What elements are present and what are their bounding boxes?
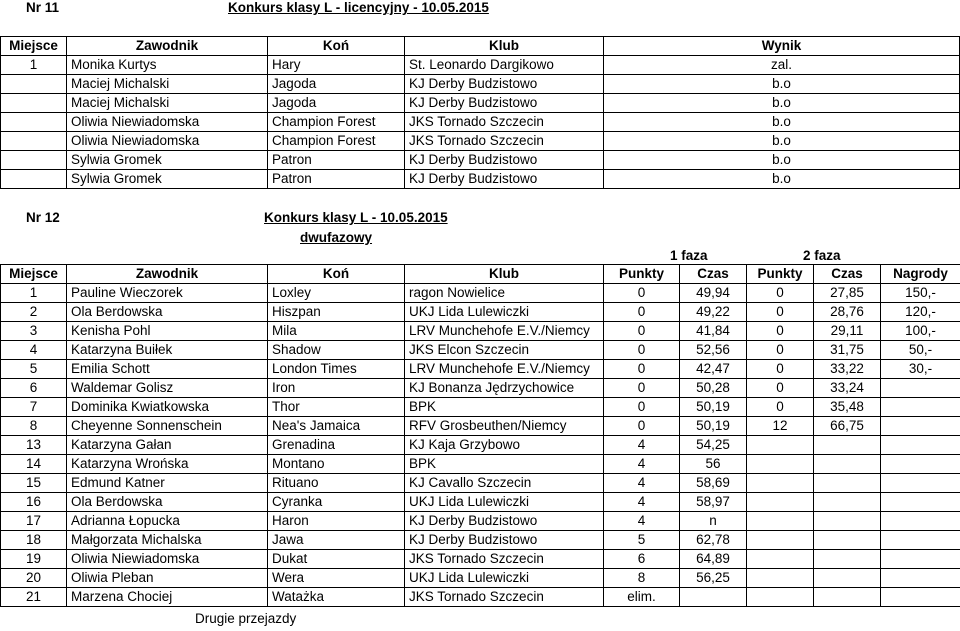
table-cell: 33,22: [814, 360, 881, 379]
table-row: [1, 455, 960, 474]
table-cell: 27,85: [814, 284, 881, 303]
table-cell: 12: [747, 417, 814, 436]
table-cell: 42,47: [680, 360, 747, 379]
footer-note: Drugie przejazdy: [195, 611, 297, 626]
table-cell: 0: [604, 360, 680, 379]
table-cell: Katarzyna Gałan: [67, 436, 268, 455]
table-cell: Sylwia Gromek: [67, 170, 268, 189]
table-cell: 33,24: [814, 379, 881, 398]
table-cell: ragon Nowielice: [405, 284, 604, 303]
table-cell: Katarzyna Buiłek: [67, 341, 268, 360]
table-cell: [881, 379, 960, 398]
table-cell: [814, 550, 881, 569]
table-cell: 66,75: [814, 417, 881, 436]
table-cell: [747, 531, 814, 550]
table-cell: [814, 531, 881, 550]
table-cell: 100,-: [881, 322, 960, 341]
table-cell: n: [680, 512, 747, 531]
table-cell: 50,-: [881, 341, 960, 360]
table-cell: Grenadina: [268, 436, 405, 455]
table-row: [1, 360, 960, 379]
table-cell: b.o: [604, 132, 960, 151]
table-cell: 120,-: [881, 303, 960, 322]
table-cell: 1: [1, 284, 67, 303]
table-cell: 56: [680, 455, 747, 474]
table-cell: Watażka: [268, 588, 405, 607]
table-cell: 17: [1, 512, 67, 531]
table-cell: zal.: [604, 56, 960, 75]
table-cell: [881, 588, 960, 607]
table-cell: Maciej Michalski: [67, 75, 268, 94]
table-cell: Edmund Katner: [67, 474, 268, 493]
table-cell: 5: [1, 360, 67, 379]
table-cell: Cyranka: [268, 493, 405, 512]
column-header: Miejsce: [1, 37, 67, 56]
table-row: [1, 151, 960, 170]
section-number: Nr 12: [26, 210, 60, 225]
table-row: [1, 113, 960, 132]
table-cell: 0: [604, 417, 680, 436]
table-cell: Dominika Kwiatkowska: [67, 398, 268, 417]
table-cell: 5: [604, 531, 680, 550]
table-cell: Jagoda: [268, 75, 405, 94]
table-cell: [747, 550, 814, 569]
table-cell: KJ Cavallo Szczecin: [405, 474, 604, 493]
table-cell: 13: [1, 436, 67, 455]
table-cell: UKJ Lida Lulewiczki: [405, 569, 604, 588]
table-cell: [1, 75, 67, 94]
table-cell: 4: [604, 455, 680, 474]
table-cell: LRV Munchehofe E.V./Niemcy: [405, 322, 604, 341]
table-cell: elim.: [604, 588, 680, 607]
table-cell: 0: [747, 398, 814, 417]
table-row: [1, 170, 960, 189]
table-cell: [881, 436, 960, 455]
table-cell: 7: [1, 398, 67, 417]
table-row: [1, 75, 960, 94]
table-cell: KJ Derby Budzistowo: [405, 512, 604, 531]
table-cell: KJ Derby Budzistowo: [405, 170, 604, 189]
table-cell: 41,84: [680, 322, 747, 341]
table-cell: b.o: [604, 151, 960, 170]
table-cell: 54,25: [680, 436, 747, 455]
table-cell: [1, 132, 67, 151]
table-cell: 0: [604, 341, 680, 360]
table-cell: [881, 474, 960, 493]
table-cell: [881, 531, 960, 550]
table-cell: 58,69: [680, 474, 747, 493]
table-cell: 0: [747, 379, 814, 398]
table-cell: 28,76: [814, 303, 881, 322]
table-cell: 150,-: [881, 284, 960, 303]
table-cell: Shadow: [268, 341, 405, 360]
table-row: [1, 94, 960, 113]
table-cell: 35,48: [814, 398, 881, 417]
column-header: Punkty: [747, 265, 814, 284]
table-cell: [747, 455, 814, 474]
table-row: [1, 322, 960, 341]
table-cell: Jagoda: [268, 94, 405, 113]
table-cell: 4: [604, 512, 680, 531]
table-row: [1, 341, 960, 360]
table-cell: 4: [1, 341, 67, 360]
table-cell: Dukat: [268, 550, 405, 569]
column-header: Nagrody: [881, 265, 960, 284]
table-cell: [1, 113, 67, 132]
table-cell: St. Leonardo Dargikowo: [405, 56, 604, 75]
table-cell: [747, 569, 814, 588]
table-row: [1, 132, 960, 151]
table-cell: b.o: [604, 75, 960, 94]
table-cell: KJ Bonanza Jędrzychowice: [405, 379, 604, 398]
table-cell: [680, 588, 747, 607]
table-cell: London Times: [268, 360, 405, 379]
table-cell: 1: [1, 56, 67, 75]
section-subtitle: dwufazowy: [300, 230, 373, 245]
table-cell: 50,28: [680, 379, 747, 398]
table-cell: [881, 493, 960, 512]
table-cell: [881, 569, 960, 588]
table-cell: UKJ Lida Lulewiczki: [405, 303, 604, 322]
table-cell: JKS Tornado Szczecin: [405, 132, 604, 151]
table-cell: b.o: [604, 113, 960, 132]
table-cell: BPK: [405, 398, 604, 417]
table-cell: [814, 455, 881, 474]
column-header: Czas: [814, 265, 881, 284]
table-row: [1, 284, 960, 303]
table-cell: Sylwia Gromek: [67, 151, 268, 170]
table-cell: Oliwia Niewiadomska: [67, 132, 268, 151]
table-cell: 14: [1, 455, 67, 474]
table-cell: Kenisha Pohl: [67, 322, 268, 341]
table-cell: KJ Derby Budzistowo: [405, 75, 604, 94]
section-number: Nr 11: [26, 0, 60, 15]
table-cell: 31,75: [814, 341, 881, 360]
table-cell: 62,78: [680, 531, 747, 550]
table-cell: 4: [604, 474, 680, 493]
table-cell: Hary: [268, 56, 405, 75]
table-cell: 58,97: [680, 493, 747, 512]
table-cell: Iron: [268, 379, 405, 398]
table-cell: 64,89: [680, 550, 747, 569]
table-cell: 49,94: [680, 284, 747, 303]
table-cell: Hiszpan: [268, 303, 405, 322]
table-cell: 0: [747, 360, 814, 379]
table-cell: KJ Derby Budzistowo: [405, 531, 604, 550]
header-row: [1, 37, 960, 56]
column-header: Klub: [405, 265, 604, 284]
table-cell: [881, 455, 960, 474]
table-cell: 6: [1, 379, 67, 398]
table-cell: KJ Derby Budzistowo: [405, 151, 604, 170]
table-cell: Małgorzata Michalska: [67, 531, 268, 550]
table-cell: 15: [1, 474, 67, 493]
table-cell: 8: [604, 569, 680, 588]
table-cell: [747, 493, 814, 512]
table-cell: 21: [1, 588, 67, 607]
table-cell: 30,-: [881, 360, 960, 379]
table-cell: Wera: [268, 569, 405, 588]
table-cell: [881, 398, 960, 417]
phase-2-label: 2 faza: [803, 248, 841, 263]
table-cell: 56,25: [680, 569, 747, 588]
table-cell: [881, 550, 960, 569]
results-table-2: [0, 264, 960, 607]
table-cell: 4: [604, 436, 680, 455]
table-cell: Maciej Michalski: [67, 94, 268, 113]
table-cell: 0: [747, 284, 814, 303]
table-cell: JKS Tornado Szczecin: [405, 113, 604, 132]
table-cell: 49,22: [680, 303, 747, 322]
table-cell: 16: [1, 493, 67, 512]
table-cell: Champion Forest: [268, 132, 405, 151]
table-row: [1, 493, 960, 512]
table-cell: 0: [604, 398, 680, 417]
table-cell: UKJ Lida Lulewiczki: [405, 493, 604, 512]
table-cell: 6: [604, 550, 680, 569]
table-cell: Patron: [268, 151, 405, 170]
table-row: [1, 588, 960, 607]
table-cell: Waldemar Golisz: [67, 379, 268, 398]
table-cell: Nea's Jamaica: [268, 417, 405, 436]
table-cell: [814, 474, 881, 493]
table-row: [1, 303, 960, 322]
table-cell: Marzena Chociej: [67, 588, 268, 607]
column-header: Punkty: [604, 265, 680, 284]
table-cell: [747, 436, 814, 455]
table-cell: [1, 170, 67, 189]
table-cell: Ola Berdowska: [67, 493, 268, 512]
table-cell: Ola Berdowska: [67, 303, 268, 322]
table-cell: [747, 512, 814, 531]
table-cell: 0: [747, 341, 814, 360]
column-header: Miejsce: [1, 265, 67, 284]
table-row: [1, 550, 960, 569]
header-row: [1, 265, 960, 284]
table-cell: KJ Derby Budzistowo: [405, 94, 604, 113]
table-row: [1, 569, 960, 588]
column-header: Koń: [268, 37, 405, 56]
table-cell: 0: [747, 303, 814, 322]
table-cell: Thor: [268, 398, 405, 417]
table-cell: 4: [604, 493, 680, 512]
table-cell: Montano: [268, 455, 405, 474]
table-cell: [881, 417, 960, 436]
table-row: [1, 56, 960, 75]
table-cell: 0: [747, 322, 814, 341]
column-header: Zawodnik: [67, 37, 268, 56]
table-cell: 0: [604, 303, 680, 322]
column-header: Zawodnik: [67, 265, 268, 284]
table-cell: [814, 512, 881, 531]
table-cell: 0: [604, 379, 680, 398]
table-cell: [747, 474, 814, 493]
table-cell: 19: [1, 550, 67, 569]
table-row: [1, 398, 960, 417]
table-row: [1, 417, 960, 436]
section-title: Konkurs klasy L - 10.05.2015: [264, 210, 448, 225]
column-header: Klub: [405, 37, 604, 56]
table-cell: Monika Kurtys: [67, 56, 268, 75]
table-cell: [814, 569, 881, 588]
table-cell: Oliwia Niewiadomska: [67, 113, 268, 132]
table-cell: 3: [1, 322, 67, 341]
table-cell: 2: [1, 303, 67, 322]
table-cell: [814, 588, 881, 607]
table-cell: 0: [604, 322, 680, 341]
table-cell: BPK: [405, 455, 604, 474]
table-row: [1, 512, 960, 531]
table-cell: Patron: [268, 170, 405, 189]
table-cell: 18: [1, 531, 67, 550]
table-row: [1, 379, 960, 398]
table-cell: 0: [604, 284, 680, 303]
table-cell: JKS Elcon Szczecin: [405, 341, 604, 360]
table-cell: Rituano: [268, 474, 405, 493]
table-cell: [1, 94, 67, 113]
table-cell: 50,19: [680, 417, 747, 436]
table-cell: 20: [1, 569, 67, 588]
table-cell: [747, 588, 814, 607]
results-table-1: [0, 36, 960, 189]
table-cell: [814, 436, 881, 455]
table-cell: JKS Tornado Szczecin: [405, 588, 604, 607]
table-cell: 50,19: [680, 398, 747, 417]
table-cell: Mila: [268, 322, 405, 341]
table-cell: KJ Kaja Grzybowo: [405, 436, 604, 455]
table-row: [1, 531, 960, 550]
table-cell: Emilia Schott: [67, 360, 268, 379]
table-cell: JKS Tornado Szczecin: [405, 550, 604, 569]
table-cell: Adrianna Łopucka: [67, 512, 268, 531]
table-cell: Haron: [268, 512, 405, 531]
table-row: [1, 474, 960, 493]
table-cell: b.o: [604, 170, 960, 189]
table-cell: [1, 151, 67, 170]
column-header: Czas: [680, 265, 747, 284]
column-header: Koń: [268, 265, 405, 284]
table-cell: 29,11: [814, 322, 881, 341]
table-cell: [881, 512, 960, 531]
phase-1-label: 1 faza: [670, 248, 708, 263]
table-cell: Loxley: [268, 284, 405, 303]
table-cell: RFV Grosbeuthen/Niemcy: [405, 417, 604, 436]
table-cell: 8: [1, 417, 67, 436]
table-cell: Cheyenne Sonnenschein: [67, 417, 268, 436]
table-cell: LRV Munchehofe E.V./Niemcy: [405, 360, 604, 379]
table-cell: Jawa: [268, 531, 405, 550]
table-row: [1, 436, 960, 455]
table-cell: Katarzyna Wrońska: [67, 455, 268, 474]
table-cell: b.o: [604, 94, 960, 113]
table-cell: Oliwia Pleban: [67, 569, 268, 588]
column-header: Wynik: [604, 37, 960, 56]
table-cell: Pauline Wieczorek: [67, 284, 268, 303]
section-title: Konkurs klasy L - licencyjny - 10.05.2015: [228, 0, 489, 15]
table-cell: 52,56: [680, 341, 747, 360]
table-cell: Oliwia Niewiadomska: [67, 550, 268, 569]
table-cell: Champion Forest: [268, 113, 405, 132]
table-cell: [814, 493, 881, 512]
